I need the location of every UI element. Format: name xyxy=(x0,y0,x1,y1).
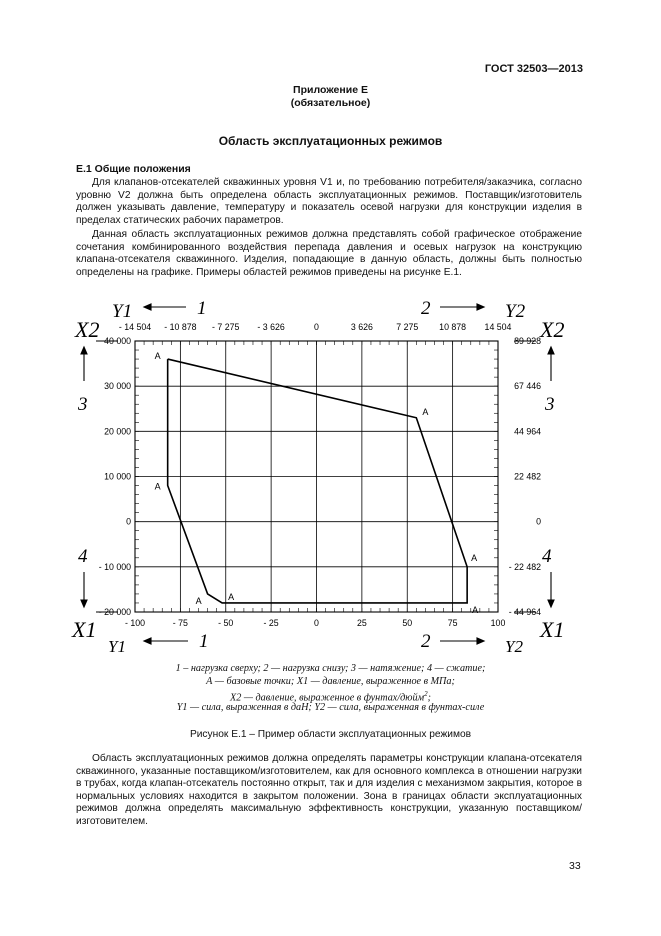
legend-line-2: А — базовые точки; X1 — давление, выраженное в МПа; xyxy=(206,676,455,687)
closing-paragraph xyxy=(76,753,582,829)
top-tick-label: 10 878 xyxy=(439,322,467,332)
appendix-title: Приложение Е xyxy=(293,84,368,96)
arrow-number-4-right: 4 xyxy=(542,546,552,567)
subsection-heading: Е.1 Общие положения xyxy=(76,163,191,175)
x-tick-label: - 75 xyxy=(172,618,188,628)
right-tick-label: 89 928 xyxy=(514,336,541,346)
y-tick-label: - 10 000 xyxy=(98,561,131,572)
chart-grid xyxy=(135,341,498,612)
arrow-number-3-right: 3 xyxy=(545,394,555,415)
x1-axis-name-left: X1 xyxy=(72,617,97,642)
x1-axis-name-right: X1 xyxy=(540,617,565,642)
arrow-number-4-left: 4 xyxy=(78,546,88,567)
paragraph-2 xyxy=(76,229,582,279)
direction-arrows xyxy=(81,304,554,644)
x-tick-label: - 25 xyxy=(263,618,279,628)
paragraph-1-text: Для клапанов-отсекателей скважинных уровня V1 и, по требованию потребителя/заказчика, согласно уровню V2 должна быть определена область эксплуатационных режимов. Поставщик/изготовитель должен указывать давление, температуру и показатель осевой нагрузки для конструкции изделия в пределах статических рабочих параметров. xyxy=(76,177,582,226)
bottom-tick-labels xyxy=(125,618,505,628)
y1-axis-name-bottom: Y1 xyxy=(108,637,126,656)
x-tick-label: 0 xyxy=(314,618,319,628)
y-tick-label: 30 000 xyxy=(104,381,131,392)
y-tick-label: 10 000 xyxy=(104,471,131,482)
right-tick-label: 22 482 xyxy=(514,471,541,482)
page-number: 33 xyxy=(569,860,581,872)
x-tick-label: 50 xyxy=(402,618,413,628)
right-tick-label: 67 446 xyxy=(514,381,541,392)
legend-line-3-text: X2 — давление, выраженное в фунтах/дюйм xyxy=(230,692,425,704)
legend-line-1: 1 – нагрузка сверху; 2 — нагрузка снизу; 3 — натяжение; 4 — сжатие; xyxy=(175,663,486,674)
paragraph-2-text: Данная область эксплуатационных режимов должна представлять собой графическое отображение сочетания комбинированного воздействия перепада давления и осевых нагрузок на конструкцию клапана-отсекателя скважинного. Изделия, попадающие в данную область, должны быть полностью определены на графике. Примеры областей режимов приведены на рисунке Е.1. xyxy=(76,229,582,278)
legend-line-3-sup: 2 xyxy=(424,690,428,698)
top-tick-label: - 10 878 xyxy=(164,322,197,332)
right-tick-labels xyxy=(509,336,541,617)
point-label-a: A xyxy=(154,481,161,492)
arrow-number-2-top: 2 xyxy=(421,298,431,319)
legend-line-3-end: ; xyxy=(427,692,431,704)
y-tick-label: 0 xyxy=(126,516,131,527)
x-tick-label: - 100 xyxy=(124,618,146,628)
y-tick-label: - 20 000 xyxy=(98,607,131,617)
top-tick-label: - 3 626 xyxy=(257,322,285,332)
point-label-a: A xyxy=(471,552,478,563)
arrow-number-2-bottom: 2 xyxy=(421,631,431,652)
top-tick-label: - 7 275 xyxy=(212,322,240,332)
x-tick-label: 75 xyxy=(447,618,458,628)
y2-axis-name-bottom: Y2 xyxy=(505,637,523,656)
y-tick-label: 20 000 xyxy=(104,426,131,437)
envelope-polygon xyxy=(168,359,467,603)
top-tick-label: - 14 504 xyxy=(118,322,152,332)
x2-axis-name-left: X2 xyxy=(75,317,100,342)
y-tick-label: 40 000 xyxy=(104,336,131,346)
point-label-a: A xyxy=(154,351,161,362)
arrow-number-1-bottom: 1 xyxy=(199,631,209,652)
x-tick-label: 100 xyxy=(490,618,506,628)
appendix-note: (обязательное) xyxy=(290,97,371,109)
top-tick-label: 3 626 xyxy=(350,322,373,332)
right-tick-label: 0 xyxy=(536,516,541,527)
left-tick-labels xyxy=(99,336,131,617)
right-tick-label: - 22 482 xyxy=(508,561,541,572)
x2-axis-name-right: X2 xyxy=(540,317,565,342)
paragraph-1 xyxy=(76,177,582,227)
document-id: ГОСТ 32503—2013 xyxy=(484,63,583,75)
arrow-number-1-top: 1 xyxy=(197,298,207,319)
arrow-number-3-left: 3 xyxy=(78,394,88,415)
point-label-a: A xyxy=(195,595,202,606)
top-tick-label: 7 275 xyxy=(396,322,419,332)
section-title: Область эксплуатационных режимов xyxy=(218,134,443,148)
x-tick-label: 25 xyxy=(356,618,367,628)
legend-line-4: Y1 — сила, выраженная в даН; Y2 — сила, выраженная в фунтах-силе xyxy=(176,702,485,713)
top-tick-label: 14 504 xyxy=(484,322,512,332)
point-label-a: A xyxy=(228,591,235,602)
closing-paragraph-text: Область эксплуатационных режимов должна определять параметры конструкции клапана-отсекателя скважинного, указанные поставщиком/изготовителем, как для основного комплекса в отношении нагрузки в трубах, когда клапан-отсекатель постоянно открыт, так и для изделия с механизмом закрытия, которое в нормальных условиях находится в закрытом положении. Зона в границах области эксплуатационных режимов должна определять максимальную эффективность конструкции, указанную поставщиком/изготовителем. xyxy=(76,753,582,827)
point-label-a: A xyxy=(422,406,429,417)
right-tick-label: 44 964 xyxy=(514,426,541,437)
point-label-a: A xyxy=(472,604,479,615)
y1-axis-name: Y1 xyxy=(112,301,133,322)
figure-caption: Рисунок Е.1 – Пример области эксплуатационных режимов xyxy=(189,729,472,740)
y2-axis-name-top: Y2 xyxy=(505,301,526,322)
x-tick-label: - 50 xyxy=(218,618,234,628)
operating-envelope-chart xyxy=(0,290,661,660)
right-tick-label: - 44 964 xyxy=(508,607,541,617)
top-tick-label: 0 xyxy=(314,322,319,332)
top-tick-labels xyxy=(119,322,512,332)
